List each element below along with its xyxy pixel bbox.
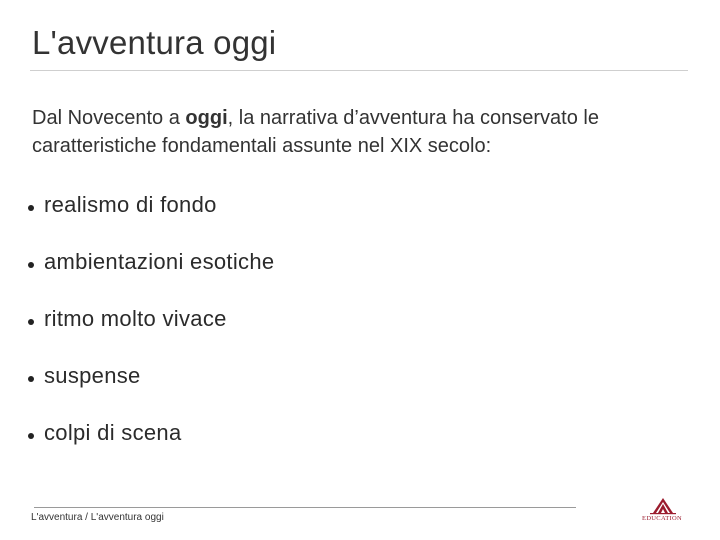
bullet-dot-icon <box>28 319 34 325</box>
bullet-item <box>28 357 274 394</box>
footer-breadcrumb: L'avventura / L'avventura oggi <box>31 512 164 523</box>
footer-divider <box>34 507 576 508</box>
bullet-list <box>28 186 274 471</box>
bullet-text: realismo di fondo <box>44 191 217 217</box>
bullet-item <box>28 300 274 337</box>
bullet-text: colpi di scena <box>44 419 182 445</box>
bullet-dot-icon <box>28 376 34 382</box>
bullet-dot-icon <box>28 262 34 268</box>
bullet-dot-icon <box>28 433 34 439</box>
bullet-text: ambientazioni esotiche <box>44 248 275 274</box>
slide-title: L'avventura oggi <box>32 24 277 61</box>
bullet-text: ritmo molto vivace <box>44 305 227 331</box>
bullet-item <box>28 414 274 451</box>
bullet-dot-icon <box>28 205 34 211</box>
logo-text: EDUCATION <box>642 515 682 522</box>
title-divider <box>30 70 688 71</box>
bullet-text: suspense <box>44 362 141 388</box>
intro-text-end: , la narrativa d’avventura ha conservato le caratteristiche fondamentali assunte nel XIX secolo: <box>32 107 599 157</box>
intro-text-bold: oggi <box>185 107 228 129</box>
intro-paragraph <box>32 104 702 160</box>
intro-text-start: Dal Novecento a <box>32 107 186 129</box>
bullet-item <box>28 243 274 280</box>
bullet-item <box>28 186 274 223</box>
